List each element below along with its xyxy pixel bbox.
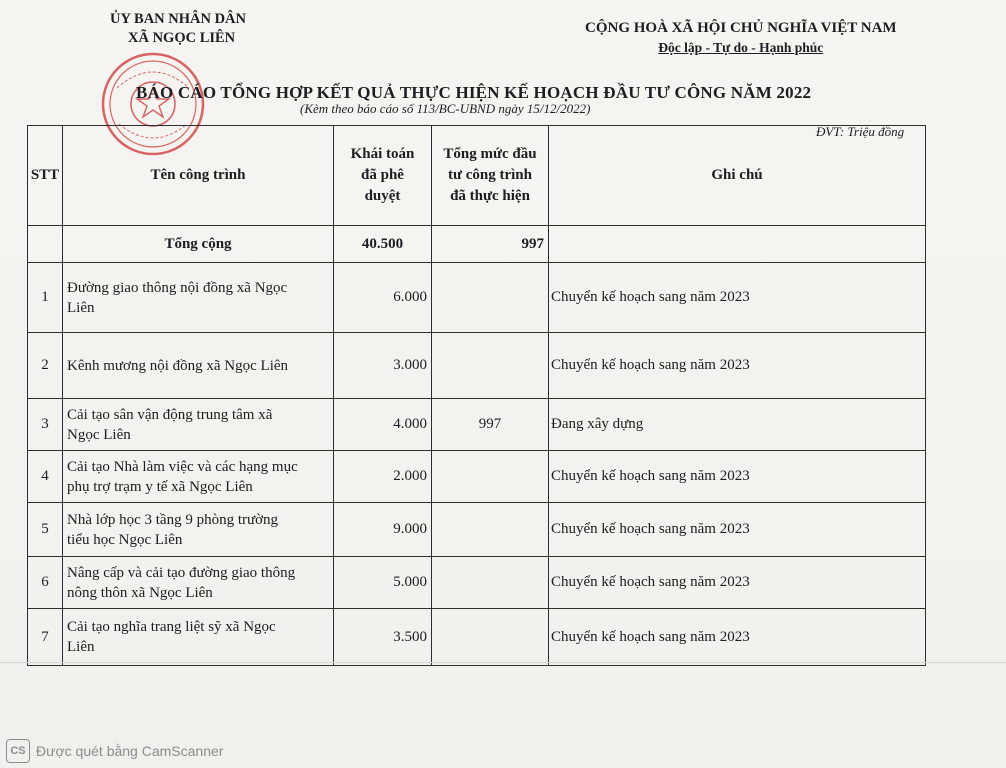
total-stt-cell: [28, 226, 63, 263]
row-name-line-2: Liên: [67, 639, 95, 655]
row-name-line-1: Cải tạo nghĩa trang liệt sỹ xã Ngọc: [67, 619, 276, 635]
row-approved: 5.000: [334, 557, 432, 609]
header-stt: STT: [28, 126, 63, 226]
table-row: [28, 503, 926, 557]
total-done: 997: [432, 226, 549, 263]
row-name: [63, 451, 334, 503]
nation-name: CỘNG HOÀ XÃ HỘI CHỦ NGHĨA VIỆT NAM: [585, 20, 897, 36]
row-approved: 2.000: [334, 451, 432, 503]
row-name: [63, 503, 334, 557]
row-name-line-1: Cải tạo sân vận động trung tâm xã: [67, 406, 273, 423]
row-name-line-1: Đường giao thông nội đồng xã Ngọc: [67, 279, 288, 296]
row-stt: 3: [28, 399, 63, 451]
national-header: [585, 18, 897, 58]
header-name: Tên công trình: [63, 126, 334, 226]
row-name-line-2: Liên: [67, 299, 95, 316]
row-stt: 5: [28, 503, 63, 557]
total-note-cell: [549, 226, 926, 263]
row-name: [63, 557, 334, 609]
row-name-line-2: nông thôn xã Ngọc Liên: [67, 584, 213, 601]
table-row: [28, 451, 926, 503]
row-name: [63, 333, 334, 399]
row-name-line-1: Cải tạo Nhà làm việc và các hạng mục: [67, 458, 298, 475]
row-name-line-2: Ngọc Liên: [67, 426, 131, 443]
issuing-authority: [110, 10, 246, 48]
row-done: [432, 451, 549, 503]
authority-line-1: ỦY BAN NHÂN DÂN: [110, 11, 247, 27]
table-row: [28, 557, 926, 609]
total-label: Tổng cộng: [63, 226, 334, 263]
row-name-line-1: Kênh mương nội đồng xã Ngọc Liên: [67, 357, 289, 374]
row-name-line-2: tiểu học Ngọc Liên: [67, 531, 183, 548]
header-total-line-3: đã thực hiện: [450, 188, 530, 204]
row-name-line-1: Nâng cấp và cải tạo đường giao thông: [67, 564, 296, 581]
row-done: [432, 263, 549, 333]
row-done: [432, 503, 549, 557]
table-header-row: [28, 126, 926, 226]
row-stt: 1: [28, 263, 63, 333]
total-row: [28, 226, 926, 263]
row-note: Chuyển kế hoạch sang năm 2023: [549, 263, 926, 333]
header-approved-line-2: đã phê: [361, 167, 404, 183]
row-note: Chuyển kế hoạch sang năm 2023: [549, 609, 926, 666]
row-stt: 4: [28, 451, 63, 503]
header-note: Ghi chú: [549, 126, 926, 226]
authority-line-2: XÃ NGỌC LIÊN: [128, 30, 236, 46]
row-approved: 4.000: [334, 399, 432, 451]
row-stt: 2: [28, 333, 63, 399]
scanner-watermark: [6, 739, 223, 763]
watermark-text: Được quét bằng CamScanner: [36, 743, 224, 759]
row-approved: 3.000: [334, 333, 432, 399]
row-note: Đang xây dựng: [549, 399, 926, 451]
table-row: [28, 609, 926, 666]
header-approved: [334, 126, 432, 226]
table-row: [28, 263, 926, 333]
row-note: Chuyển kế hoạch sang năm 2023: [549, 333, 926, 399]
row-note: Chuyển kế hoạch sang năm 2023: [549, 557, 926, 609]
row-stt: 6: [28, 557, 63, 609]
row-done: [432, 557, 549, 609]
row-name: [63, 609, 334, 666]
table-row: [28, 333, 926, 399]
row-approved: 6.000: [334, 263, 432, 333]
row-approved: 3.500: [334, 609, 432, 666]
national-motto: Độc lập - Tự do - Hạnh phúc: [658, 40, 824, 55]
header-total-done: [432, 126, 549, 226]
row-name: [63, 399, 334, 451]
row-done: [432, 333, 549, 399]
header-total-line-1: Tổng mức đầu: [443, 146, 537, 162]
row-note: Chuyển kế hoạch sang năm 2023: [549, 503, 926, 557]
header-approved-line-3: duyệt: [364, 188, 401, 204]
row-stt: 7: [28, 609, 63, 666]
row-done: [432, 609, 549, 666]
row-name: [63, 263, 334, 333]
header-approved-line-1: Khái toán: [350, 146, 415, 162]
row-name-line-2: phụ trợ trạm y tế xã Ngọc Liên: [67, 478, 253, 495]
header-total-line-2: tư công trình: [447, 167, 532, 183]
investment-table: [27, 125, 926, 666]
row-name-line-1: Nhà lớp học 3 tầng 9 phòng trường: [67, 511, 279, 528]
table-row: [28, 399, 926, 451]
camscanner-logo-icon: CS: [6, 739, 30, 763]
row-done: 997: [432, 399, 549, 451]
report-title: BÁO CÁO TỔNG HỢP KẾT QUẢ THỰC HIỆN KẾ HOẠCH ĐẦU TƯ CÔNG NĂM 2022: [136, 83, 812, 102]
row-approved: 9.000: [334, 503, 432, 557]
page-edge: [0, 662, 1006, 663]
report-subtitle: (Kèm theo báo cáo số 113/BC-UBND ngày 15/12/2022): [300, 101, 591, 116]
total-approved: 40.500: [334, 226, 432, 263]
unit-label: ĐVT: Triệu đồng: [816, 124, 905, 139]
row-note: Chuyển kế hoạch sang năm 2023: [549, 451, 926, 503]
